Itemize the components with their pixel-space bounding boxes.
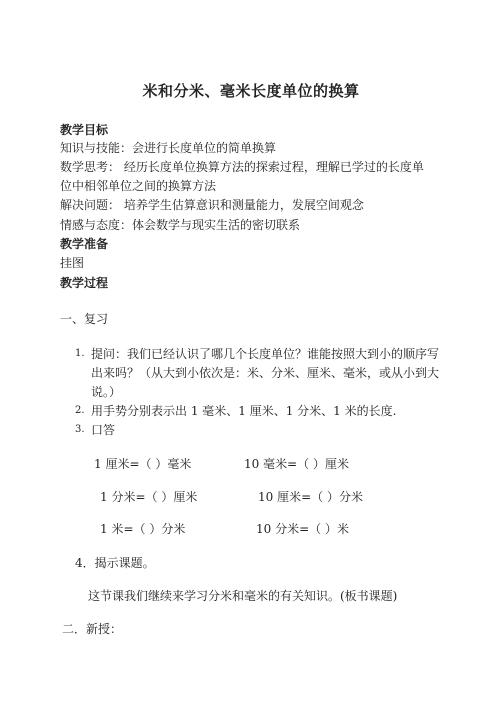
page-title: 米和分米、毫米长度单位的换算 <box>142 82 360 100</box>
list-item-line: 提问：我们已经认识了哪几个长度单位？谁能按照大到小的顺序写 <box>91 347 440 361</box>
reveal-text: 这节课我们继续来学习分米和毫米的有关知识。(板书课题) <box>88 589 398 603</box>
list-item-number: 2. <box>75 405 85 416</box>
goal-knowledge: 知识与技能：会进行长度单位的简单换算 <box>60 141 277 155</box>
blank-question: 10 厘米=（ ）分米 <box>258 490 363 504</box>
goal-emotion: 情感与态度：体会数学与现实生活的密切联系 <box>60 218 301 232</box>
goal-math-thinking-line1: 数学思考： 经历长度单位换算方法的探索过程，理解已学过的长度单 <box>60 160 424 174</box>
review-heading: 一、复习 <box>60 312 109 326</box>
list-item-number: 1. <box>75 348 85 359</box>
blank-question: 1 米=（ ）分米 <box>100 522 186 536</box>
list-item-number: 3. <box>75 424 85 435</box>
reveal-heading: 4．揭示课题。 <box>75 556 155 570</box>
goal-problem-solving: 解决问题： 培养学生估算意识和测量能力，发展空间观念 <box>60 198 364 212</box>
blank-question: 1 厘米=（ ）毫米 <box>94 457 192 471</box>
new-lesson-heading: 二．新授： <box>62 622 123 636</box>
list-item-line: 出来吗？（从大到小依次是：米、分米、厘米、毫米，或从小到大 <box>91 366 440 380</box>
list-item-line: 口答 <box>91 423 116 437</box>
blank-question: 10 分米=（ ）米 <box>256 522 349 536</box>
goals-heading: 教学目标 <box>60 123 109 137</box>
process-heading: 教学过程 <box>60 276 109 290</box>
prep-heading: 教学准备 <box>60 237 109 251</box>
goal-math-thinking-line2: 位中相邻单位之间的换算方法 <box>60 179 217 193</box>
prep-content: 挂图 <box>60 256 85 270</box>
blank-question: 10 毫米=（ ）厘米 <box>244 457 349 471</box>
blank-question: 1 分米=（ ）厘米 <box>100 490 198 504</box>
list-item-line: 用手势分别表示出 1 毫米、1 厘米、1 分米、1 米的长度. <box>91 404 397 418</box>
list-item-line: 说。） <box>91 385 122 399</box>
